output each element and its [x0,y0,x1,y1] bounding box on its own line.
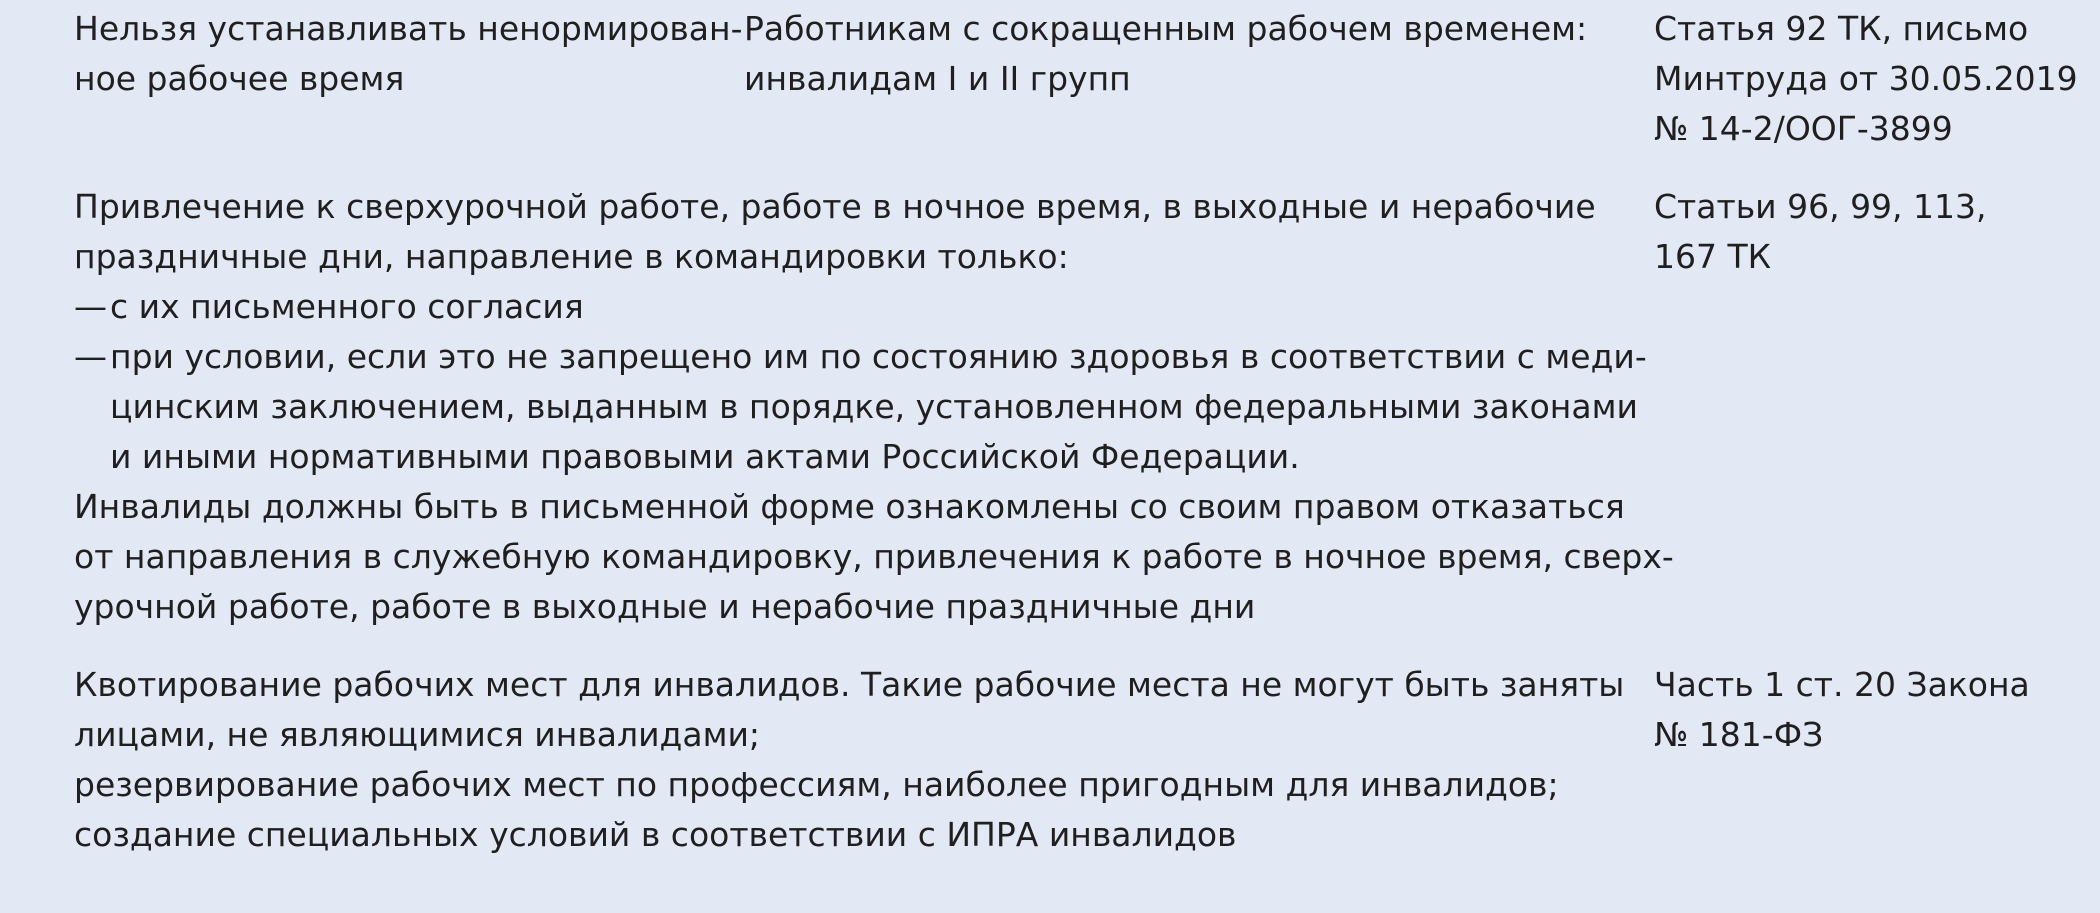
text-line: создание специальных условий в соответствии с ИПРА инвалидов [74,815,1237,854]
dash-bullet: — [74,287,107,326]
text-line: и иными нормативными правовыми актами Российской Федерации. [110,437,1300,476]
text-line: 167 ТК [1654,237,1772,276]
text-line: Минтруда от 30.05.2019 [1654,59,2078,98]
text-line: Часть 1 ст. 20 Закона [1654,665,2030,704]
text-line: Статья 92 ТК, письмо [1654,9,2029,48]
text-line: Статьи 96, 99, 113, [1654,187,1987,226]
text-line: при условии, если это не запрещено им по состоянию здоровья в соответствии с меди- [110,337,1647,376]
text-line: урочной работе, работе в выходные и нерабочие праздничные дни [74,587,1256,626]
text-line: № 14-2/ООГ-3899 [1654,109,1953,148]
text-line: ное рабочее время [74,59,405,98]
text-line: Нельзя устанавливать ненормирован- [74,9,743,48]
text-line: Работникам с сокращенным рабочем временем: [744,9,1588,48]
dash-bullet: — [74,337,107,376]
applies-to-text [744,4,1587,104]
restriction-text [74,182,1674,632]
text-line: праздничные дни, направление в командировки только: [74,237,1069,276]
list-item [74,332,1674,482]
restriction-text [74,660,1624,860]
text-line: от направления в служебную командировку, привлечения к работе в ночное время, сверх- [74,537,1674,576]
text-line: Привлечение к сверхурочной работе, работе в ночное время, в выходные и нерабочие [74,187,1596,226]
legal-reference [1654,660,2030,760]
text-line: № 181-ФЗ [1654,715,1824,754]
text-line: лицами, не являющимися инвалидами; [74,715,761,754]
text-line: цинским заключением, выданным в порядке, установленном федеральными законами [110,387,1638,426]
legal-reference [1654,4,2078,154]
legal-reference [1654,182,1987,282]
list-item [74,282,1674,332]
restriction-text [74,4,743,104]
text-line: инвалидам I и II групп [744,59,1131,98]
text-line: Квотирование рабочих мест для инвалидов. Такие рабочие места не могут быть заняты [74,665,1625,704]
text-line: Инвалиды должны быть в письменной форме ознакомлены со своим правом отказаться [74,487,1625,526]
text-line: с их письменного согласия [110,287,584,326]
text-line: резервирование рабочих мест по профессиям, наиболее пригодным для инвалидов; [74,765,1559,804]
